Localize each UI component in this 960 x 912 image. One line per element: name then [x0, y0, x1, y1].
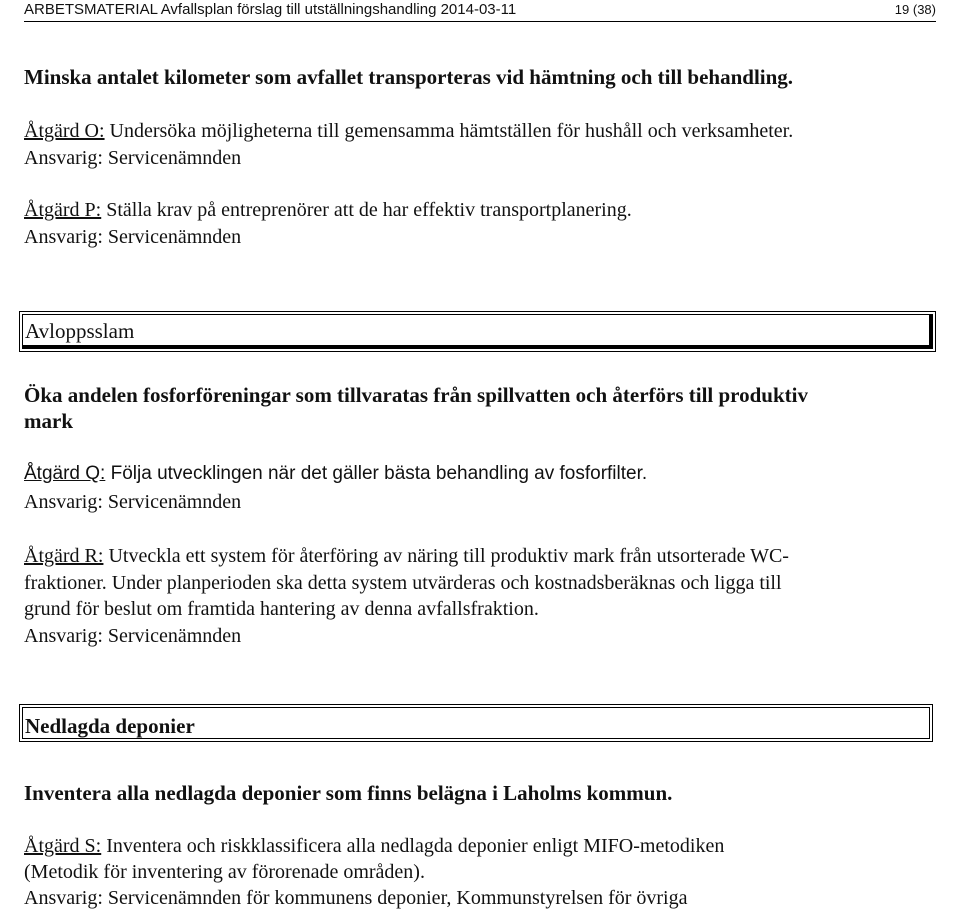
action-p-responsible: Ansvarig: Servicenämnden: [24, 226, 242, 248]
action-s-line1: [24, 833, 724, 859]
action-r-line1: [24, 543, 789, 569]
goal-slam-line1: Öka andelen fosforföreningar som tillvaratas från spillvatten och återförs till produktiv: [24, 383, 808, 407]
goal-slam-line2: mark: [24, 409, 73, 433]
action-q-text: Följa utvecklingen när det gäller bästa behandling av fosforfilter.: [105, 463, 648, 484]
action-r-line2: fraktioner. Under planperioden ska detta system utvärderas och kostnadsberäknas och ligga till: [24, 572, 782, 594]
action-o-label: Åtgärd O:: [24, 120, 105, 142]
goal-deponier: Inventera alla nedlagda deponier som finns belägna i Laholms kommun.: [24, 781, 673, 805]
action-r-label: Åtgärd R:: [24, 545, 104, 567]
action-p: [24, 197, 632, 223]
action-q: [24, 461, 647, 487]
action-o: [24, 118, 793, 144]
page-header: [24, 0, 936, 22]
section-heading-text: Avloppsslam: [25, 319, 135, 343]
action-q-responsible: Ansvarig: Servicenämnden: [24, 491, 242, 513]
action-r-line3: grund för beslut om framtida hantering av denna avfallsfraktion.: [24, 598, 539, 620]
section-heading-avloppsslam: [22, 314, 933, 349]
action-s-label: Åtgärd S:: [24, 835, 102, 857]
page-number: 19 (38): [894, 2, 936, 17]
action-s-text: Inventera och riskklassificera alla nedlagda deponier enligt MIFO-metodiken: [101, 835, 725, 857]
action-s-responsible: Ansvarig: Servicenämnden för kommunens deponier, Kommunstyrelsen för övriga: [24, 887, 688, 909]
section-heading-text: Nedlagda deponier: [25, 714, 195, 738]
action-r-responsible: Ansvarig: Servicenämnden: [24, 625, 242, 647]
action-p-text: Ställa krav på entreprenörer att de har effektiv transportplanering.: [101, 199, 632, 221]
action-p-label: Åtgärd P:: [24, 199, 102, 221]
goal-transport: Minska antalet kilometer som avfallet transporteras vid hämtning och till behandling.: [24, 65, 794, 89]
action-q-label: Åtgärd Q:: [24, 463, 106, 484]
section-heading-deponier: [22, 707, 930, 739]
action-o-text: Undersöka möjligheterna till gemensamma hämtställen för hushåll och verksamheter.: [104, 120, 794, 142]
action-o-responsible: Ansvarig: Servicenämnden: [24, 147, 242, 169]
document-title: ARBETSMATERIAL Avfallsplan förslag till utställningshandling 2014-03-11: [24, 1, 517, 18]
action-s-line2: (Metodik för inventering av förorenade områden).: [24, 861, 425, 883]
action-r-text: Utveckla ett system för återföring av näring till produktiv mark från utsorterade WC-: [103, 545, 789, 567]
